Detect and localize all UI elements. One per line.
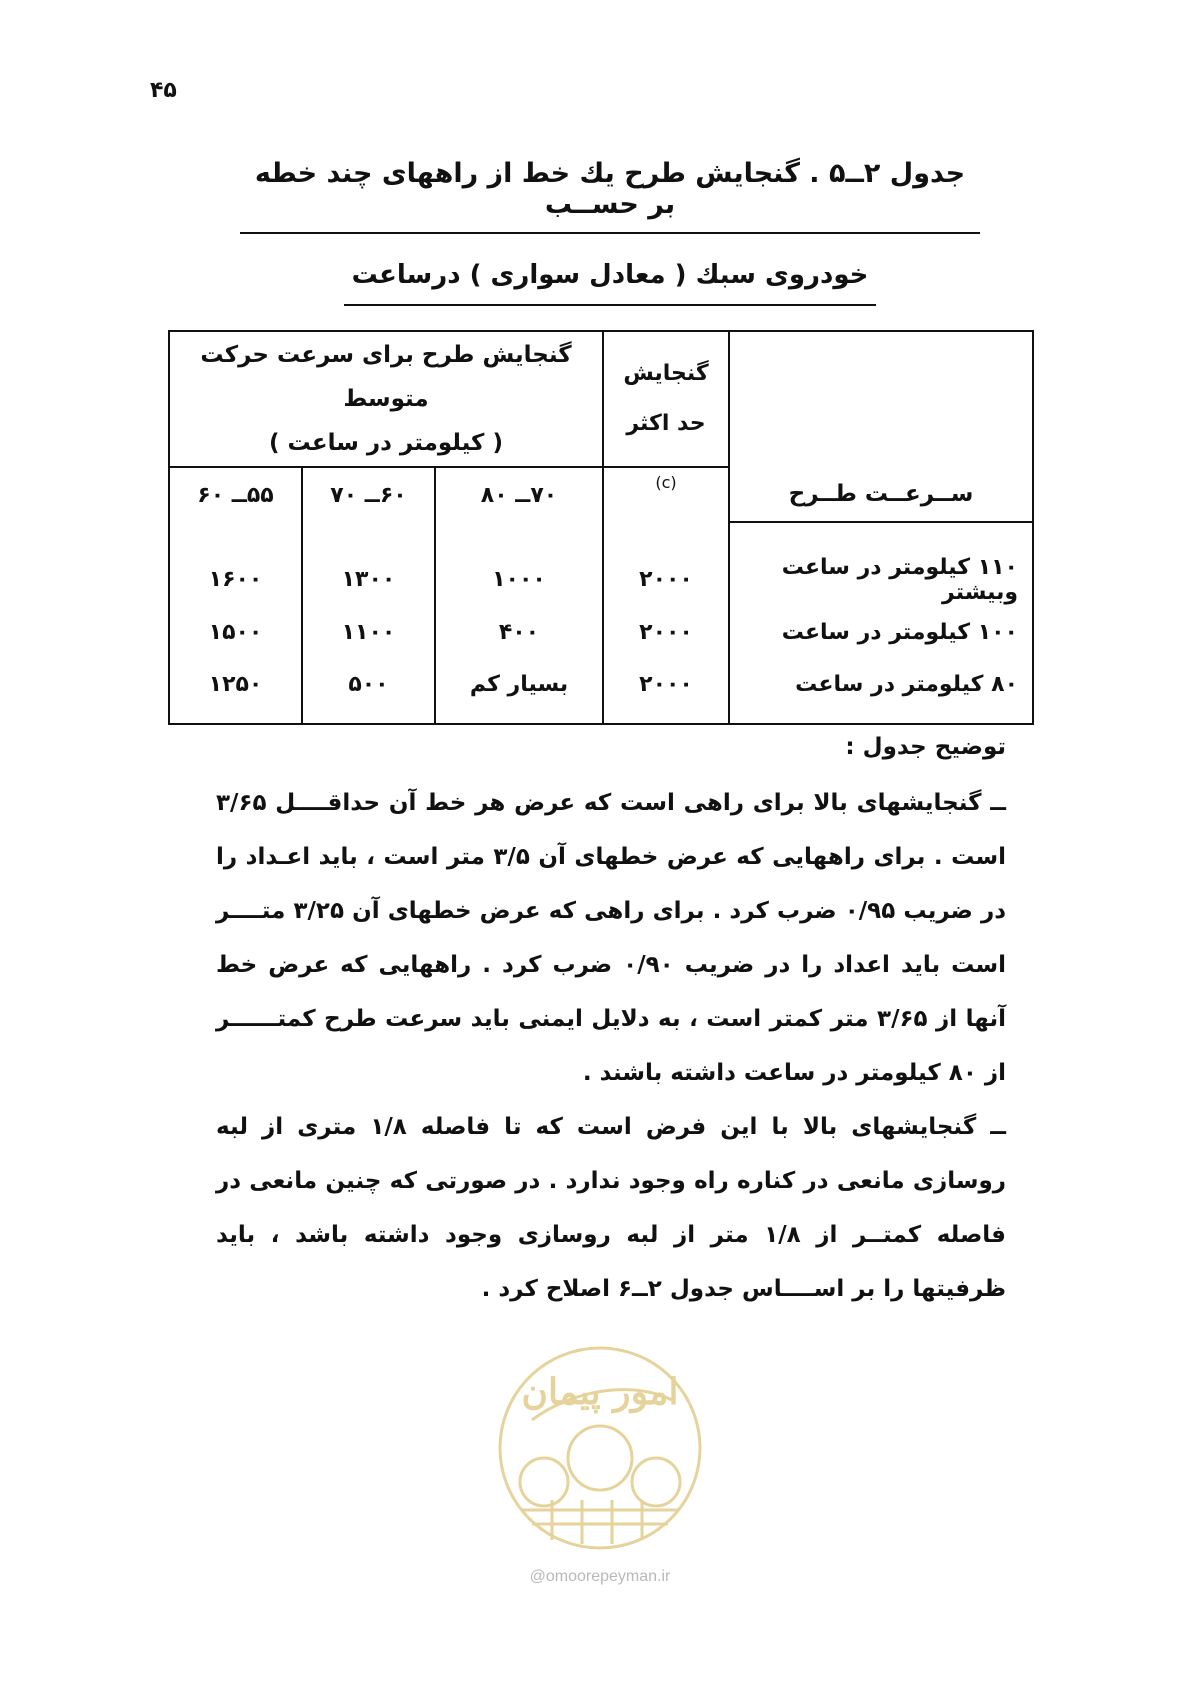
row-value-2: ۱۳۰۰ <box>302 522 435 606</box>
header-c-cell <box>603 467 729 522</box>
subheader-speed-range-3: ۵۵ــ ۶۰ <box>169 467 302 522</box>
table-row <box>169 658 1033 724</box>
row-max: ۲۰۰۰ <box>603 658 729 724</box>
header-avg-line-2: ( کیلومتر در ساعت ) <box>269 430 503 456</box>
subheader-speed-range-1: ۷۰ــ ۸۰ <box>435 467 603 522</box>
row-max: ۲۰۰۰ <box>603 522 729 606</box>
row-value-2: ۵۰۰ <box>302 658 435 724</box>
notes-paragraph-1: ــ گنجایشهای بالا برای راهی است که عرض هر خط آن حداقــــل ۳/۶۵ است . برای راههایی که عرض خطهای آن ۳/۵ متر است ، باید اعـداد را در ضریب ۰/۹۵ ضرب کرد . برای راهی که عرض خطهای آن ۳/۲۵ متــــر است باید اعداد را در ضریب ۰/۹۰ ضرب کرد . راههایی که عرض خط آنها از ۳/۶۵ متر کمتر است ، به دلایل ایمنی باید سرعت طرح کمتــــــر از ۸۰ کیلومتر در ساعت داشته باشند . <box>216 790 1007 1086</box>
row-value-2: ۱۱۰۰ <box>302 606 435 658</box>
row-speed: ۱۰۰ کیلومتر در ساعت <box>729 606 1033 658</box>
row-value-1: ۱۰۰۰ <box>435 522 603 606</box>
row-speed: ۱۱۰ کیلومتر در ساعت وبیشتر <box>729 522 1033 606</box>
page-number: ۴۵ <box>150 78 177 103</box>
header-avg-line-1: گنجایش طرح برای سرعت حرکت متوسط <box>200 342 572 412</box>
header-max-line-2: حد اکثر <box>626 411 706 436</box>
title-line-1: جدول ۲ــ۵ . گنجایش طرح یك خط از راههای چند خطه بر حســب <box>240 150 980 234</box>
row-speed: ۸۰ کیلومتر در ساعت <box>729 658 1033 724</box>
row-value-3: ۱۲۵۰ <box>169 658 302 724</box>
table-row <box>169 606 1033 658</box>
table-title <box>240 150 980 306</box>
watermark-logo-text: امور پیمان <box>521 1371 679 1413</box>
header-design-speed: ســرعــت طــرح <box>729 331 1033 522</box>
subheader-speed-range-2: ۶۰ــ ۷۰ <box>302 467 435 522</box>
row-value-1: بسیار کم <box>435 658 603 724</box>
row-max: ۲۰۰۰ <box>603 606 729 658</box>
notes-heading: توضیح جدول : <box>845 734 1006 760</box>
row-value-1: ۴۰۰ <box>435 606 603 658</box>
watermark-seal-icon <box>492 1340 708 1556</box>
table-row <box>169 522 1033 606</box>
title-line-2: خودروی سبك ( معادل سواری ) درساعت <box>344 256 877 306</box>
table-notes <box>216 720 1006 1316</box>
watermark-caption: @omoorepeyman.ir <box>529 1568 671 1585</box>
header-max-capacity <box>603 331 729 467</box>
notes-paragraph-2: ــ گنجایشهای بالا با این فرض است که تا فاصله ۱/۸ متری از لبه روسازی مانعی در کناره راه وجود ندارد . در صورتی که چنین مانعی در فاصله کمتــر از ۱/۸ متر از لبه روسازی وجود داشته باشد ، باید ظرفیتها را بر اســــاس جدول ۲ــ۶ اصلاح کرد . <box>216 1114 1006 1302</box>
c-label: (c) <box>655 473 677 492</box>
header-max-line-1: گنجایش <box>623 361 709 386</box>
header-average-speed-capacity <box>169 331 603 467</box>
table-header-row <box>169 331 1033 467</box>
capacity-table <box>168 330 1034 725</box>
row-value-3: ۱۵۰۰ <box>169 606 302 658</box>
row-value-3: ۱۶۰۰ <box>169 522 302 606</box>
